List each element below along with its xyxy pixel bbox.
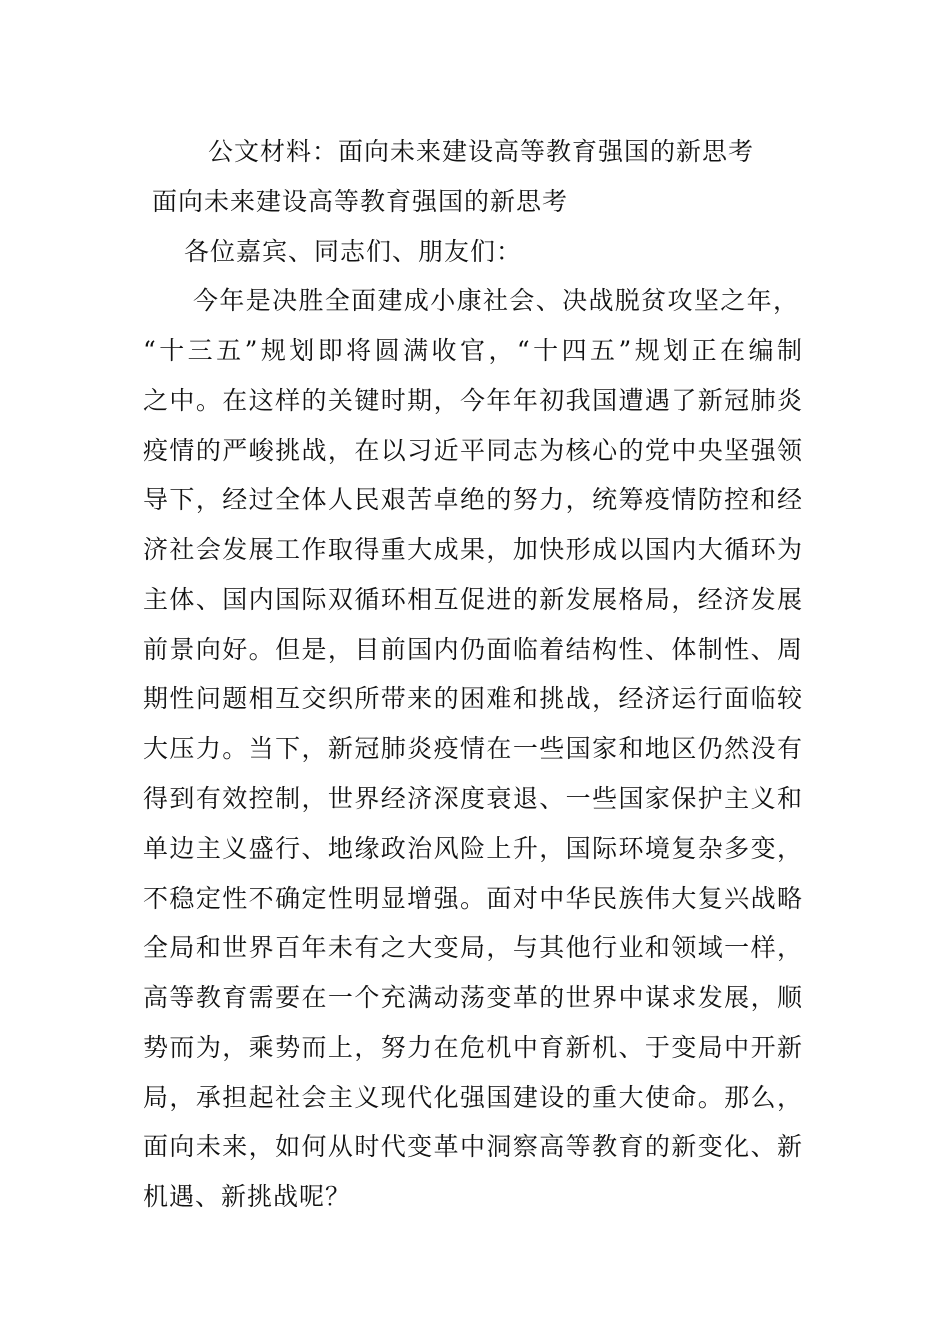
paragraph-line: 高等教育需要在一个充满动荡变革的世界中谋求发展，顺 — [143, 983, 803, 1012]
paragraph-line: 全局和世界百年未有之大变局，与其他行业和领域一样， — [143, 933, 803, 962]
paragraph-line: 机遇、新挑战呢？ — [143, 1182, 352, 1211]
paragraph-line: 之中。在这样的关键时期，今年年初我国遭遇了新冠肺炎 — [143, 386, 803, 415]
paragraph-line: 局，承担起社会主义现代化强国建设的重大使命。那么， — [143, 1083, 803, 1112]
paragraph-line: 主体、国内国际双循环相互促进的新发展格局，经济发展 — [143, 585, 803, 614]
paragraph-line: “十三五”规划即将圆满收官，“十四五”规划正在编制 — [143, 336, 803, 365]
document-title: 公文材料：面向未来建设高等教育强国的新思考 — [208, 137, 755, 166]
paragraph-line: 疫情的严峻挑战，在以习近平同志为核心的党中央坚强领 — [143, 436, 803, 465]
paragraph-line: 济社会发展工作取得重大成果，加快形成以国内大循环为 — [143, 535, 803, 564]
paragraph-line: 单边主义盛行、地缘政治风险上升，国际环境复杂多变， — [143, 834, 803, 863]
paragraph-line: 期性问题相互交织所带来的困难和挑战，经济运行面临较 — [143, 684, 803, 713]
paragraph-line: 导下，经过全体人民艰苦卓绝的努力，统筹疫情防控和经 — [143, 485, 803, 514]
paragraph-line: 今年是决胜全面建成小康社会、决战脱贫攻坚之年， — [193, 286, 799, 315]
paragraph-line: 大压力。当下，新冠肺炎疫情在一些国家和地区仍然没有 — [143, 734, 803, 763]
document-subtitle: 面向未来建设高等教育强国的新思考 — [152, 187, 569, 216]
paragraph-line: 不稳定性不确定性明显增强。面对中华民族伟大复兴战略 — [143, 884, 803, 913]
paragraph-line: 势而为，乘势而上，努力在危机中育新机、于变局中开新 — [143, 1033, 803, 1062]
salutation: 各位嘉宾、同志们、朋友们： — [184, 237, 523, 266]
paragraph-line: 面向未来，如何从时代变革中洞察高等教育的新变化、新 — [143, 1132, 803, 1161]
paragraph-line: 得到有效控制，世界经济深度衰退、一些国家保护主义和 — [143, 784, 803, 813]
paragraph-line: 前景向好。但是，目前国内仍面临着结构性、体制性、周 — [143, 635, 803, 664]
